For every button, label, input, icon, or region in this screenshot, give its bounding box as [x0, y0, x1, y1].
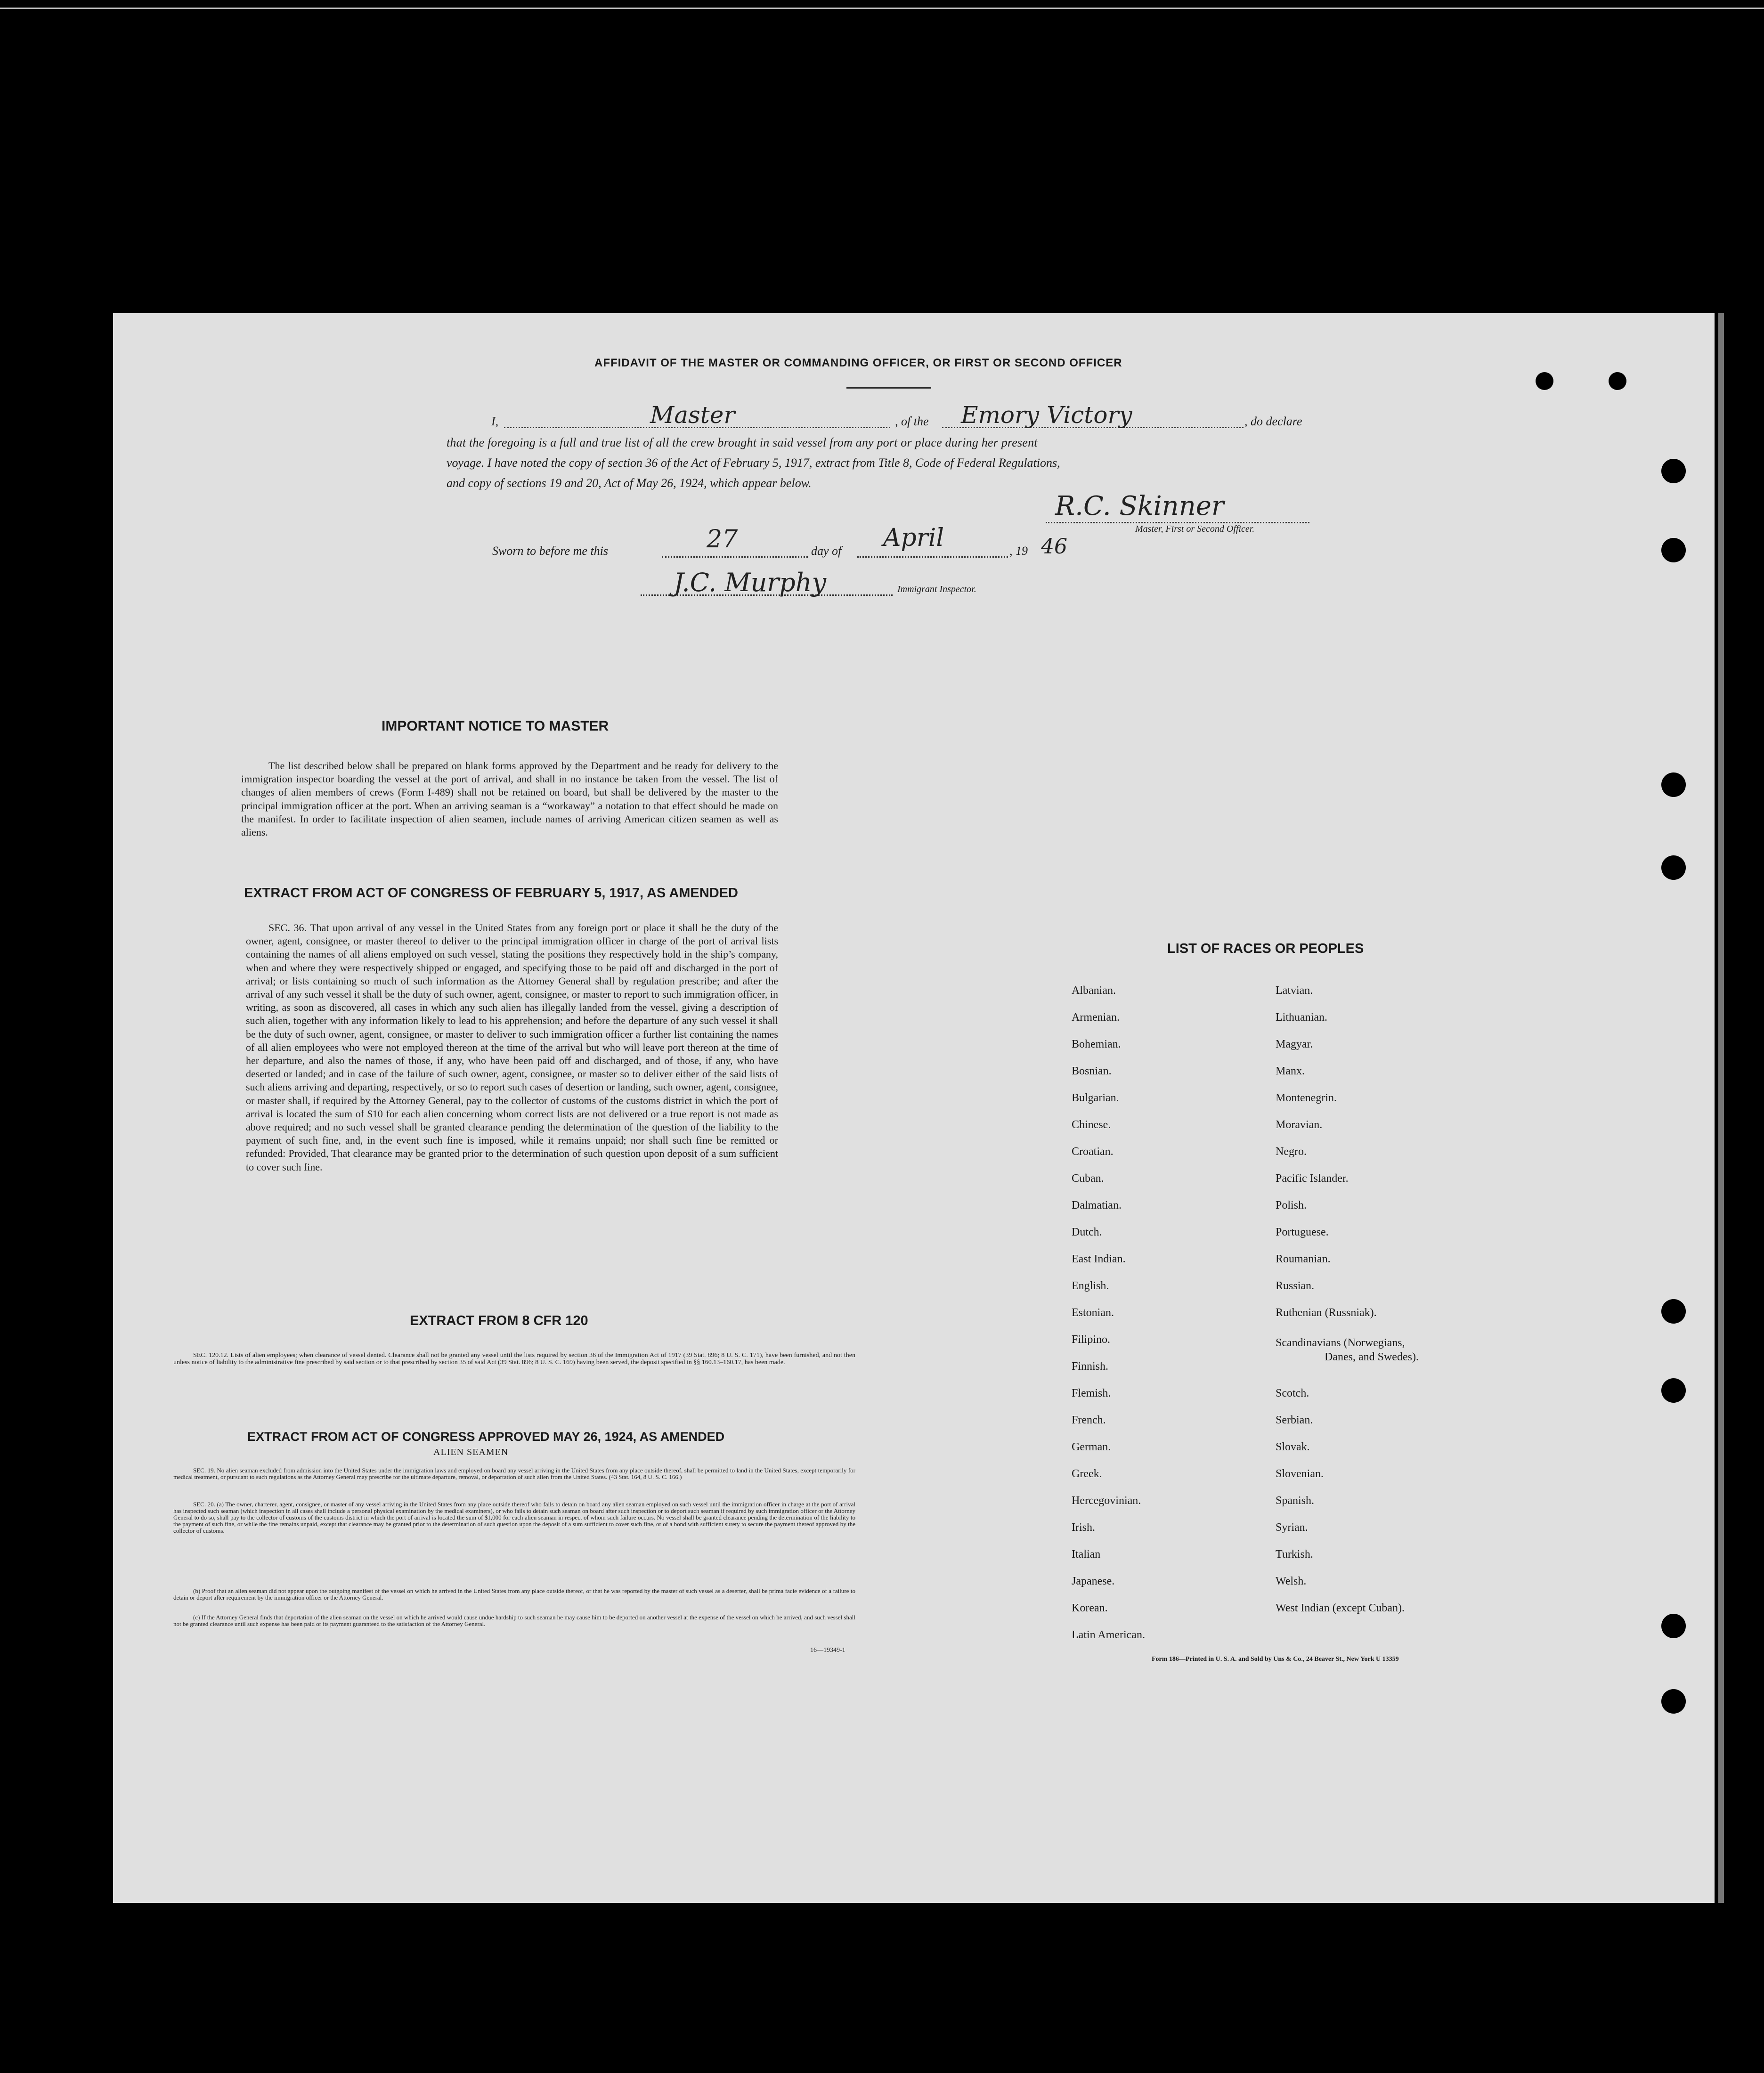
race-item: Estonian. [1072, 1307, 1114, 1319]
month-line [857, 556, 1008, 558]
race-item: Roumanian. [1276, 1253, 1331, 1265]
race-item: Scandinavians (Norwegians, [1276, 1337, 1405, 1349]
punch-hole [1661, 1299, 1686, 1324]
affidavit-line-4: and copy of sections 19 and 20, Act of May 26, 1924, which appear below. [447, 476, 812, 490]
race-item: Montenegrin. [1276, 1092, 1337, 1104]
extract-1917-body: SEC. 36. That upon arrival of any vessel in the United States from any foreign port or place it shall be the duty of the owner, agent, consignee, or master thereof to deliver to the principal immigration officer in charge of the port of arrival lists containing the names of all aliens employed on such vessel, stating the positions they respectively hold in the ship’s company, when and where they were respectively shipped or engaged, and specifying those to be paid off and discharged in the port of arrival; or lists containing so much of such information as the Attorney General shall by regulation prescribe; and after the arrival of any such vessel it shall be the duty of such owner, agent, consignee, or master to report to such immigration officer, in writing, as soon as discovered, all cases in which any such alien has illegally landed from the vessel, giving a description of such alien, together with any information likely to lead to his apprehension; and before the departure of any such vessel it shall be the duty of such owner, agent, consignee, or master to deliver to such immigration officer a further list containing the names of all alien employees who were not employed thereon at the time of the arrival but who will leave port thereon at the time of her departure, and also the names of those, if any, who have been paid off and discharged, and of those, if any, who have deserted or landed; and in case of the failure of such owner, agent, consignee, or master so to deliver either of the said lists of such aliens arriving and departing, respectively, or so to report such cases of desertion or landing, such owner, agent, consignee, or master shall, if required by the Attorney General, pay to the collector of customs of the customs district in which the port of arrival is located the sum of $10 for each alien concerning whom correct lists are not delivered or a true report is not made as above required; and no such vessel shall be granted clearance pending the determination of the question of the liability to the payment of such fine, and, in the event such fine is imposed, while it remains unpaid; nor shall such fine be remitted or refunded: Provided, That clearance may be granted prior to the determination of such question upon deposit of a sum sufficient to cover such fine. [246, 922, 778, 1173]
races-heading: LIST OF RACES OR PEOPLES [1167, 941, 1364, 956]
officer-caption: Master, First or Second Officer. [1135, 524, 1255, 534]
race-item: Armenian. [1072, 1011, 1120, 1024]
race-item: Japanese. [1072, 1575, 1115, 1587]
punch-hole [1661, 538, 1686, 562]
race-item: Serbian. [1276, 1414, 1313, 1426]
punch-hole [1609, 372, 1626, 390]
year-handwritten: 46 [1041, 535, 1067, 559]
affidavit-do-declare: , do declare [1244, 415, 1302, 428]
race-item: Welsh. [1276, 1575, 1307, 1587]
race-item: Bohemian. [1072, 1038, 1121, 1050]
race-item: Negro. [1276, 1146, 1307, 1158]
affidavit-line-2: that the foregoing is a full and true list of all the crew brought in said vessel from any port or place during her present [447, 436, 1038, 449]
extract-1917-heading: EXTRACT FROM ACT OF CONGRESS OF FEBRUARY 5, 1917, AS AMENDED [244, 886, 738, 901]
notice-body: The list described below shall be prepared on blank forms approved by the Department and be ready for delivery to the immigration inspector boarding the vessel at the port of arrival, and shall in no instance be taken from the vessel. The list of changes of alien members of crews (Form I-489) shall not be retained on board, but shall be delivered by the master to the principal immigration officer at the port. When an arriving seaman is a “workaway” a notation to that effect should be made on the manifest. In order to facilitate inspection of alien seamen, include names of arriving American citizen seamen as well as aliens. [241, 760, 778, 838]
race-item: Lithuanian. [1276, 1011, 1327, 1024]
race-item: Slovak. [1276, 1441, 1310, 1453]
race-item: Dalmatian. [1072, 1199, 1122, 1211]
punch-hole [1536, 372, 1553, 390]
race-item: Latvian. [1276, 984, 1313, 997]
punch-hole [1661, 459, 1686, 483]
extract-1924-sec20: SEC. 20. (a) The owner, charterer, agent, consignee, or master of any vessel arriving in the United States from any place outside thereof who fails to detain on board any alien seaman employed on such vessel until the immigration officer in charge at the port of arrival has inspected such seaman (which inspection in all cases shall include a personal physical examination by the medical examiners), or who fails to detain such seaman on board after such inspection or to deport such seaman if required by such immigration officer or the Attorney General to do so, shall pay to the collector of customs of the customs district in which the port of arrival is located the sum of $1,000 for each alien seaman in respect of whom such failure occurs. No vessel shall be granted clearance pending the determination of the liability to the payment of such fine, or while the fine remains unpaid, except that clearance may be granted prior to the determination of such question upon the deposit of a sum sufficient to cover such fine, or of a bond with sufficient surety to secure the payment thereof approved by the collector of customs. [173, 1501, 855, 1534]
race-item: Polish. [1276, 1199, 1307, 1211]
affidavit-of-the: , of the [895, 415, 929, 428]
scan-top-border [0, 8, 1764, 9]
race-item: Filipino. [1072, 1333, 1111, 1346]
extract-1924-sec19: SEC. 19. No alien seaman excluded from admission into the United States under the immigration laws and employed on board any vessel arriving in the United States from any place outside thereof, shall be permitted to land in the United States, except temporarily for medical treatment, or pursuant to such regulations as the Attorney General may prescribe for the ultimate departure, removal, or deportation of such alien from the United States. (43 Stat. 164, 8 U. S. C. 166.) [173, 1467, 855, 1480]
extract-1924-sec20b: (b) Proof that an alien seaman did not appear upon the outgoing manifest of the vessel on which he arrived in the United States from any place outside thereof, or that he was reported by the master of such vessel as a deserter, shall be prima facie evidence of a failure to detain or deport after requirement by the immigration officer or the Attorney General. [173, 1587, 855, 1601]
race-item: Russian. [1276, 1280, 1315, 1292]
race-item: Italian [1072, 1548, 1101, 1561]
affidavit-i-label: I, [491, 415, 499, 428]
race-item: Portuguese. [1276, 1226, 1329, 1238]
year-prefix: , 19 [1009, 544, 1028, 558]
race-item: Slovenian. [1276, 1468, 1324, 1480]
print-code: 16—19349-1 [810, 1647, 845, 1654]
vessel-handwritten: Emory Victory [961, 401, 1132, 429]
notice-heading: IMPORTANT NOTICE TO MASTER [382, 718, 609, 734]
race-item: Cuban. [1072, 1172, 1104, 1185]
extract-1924-subheading: ALIEN SEAMEN [433, 1447, 509, 1457]
race-item: Scotch. [1276, 1387, 1309, 1399]
race-item: Chinese. [1072, 1119, 1111, 1131]
day-of-label: day of [811, 544, 842, 558]
officer-signature-line [1046, 522, 1309, 523]
day-handwritten: 27 [707, 525, 738, 553]
punch-hole [1661, 1689, 1686, 1714]
race-item: Turkish. [1276, 1548, 1313, 1561]
race-item: Flemish. [1072, 1387, 1111, 1399]
race-item: Moravian. [1276, 1119, 1323, 1131]
race-item: Magyar. [1276, 1038, 1313, 1050]
race-item: West Indian (except Cuban). [1276, 1602, 1405, 1614]
race-item: Ruthenian (Russniak). [1276, 1307, 1377, 1319]
page-edge-shadow [1718, 313, 1724, 1903]
inspector-caption: Immigrant Inspector. [897, 584, 976, 594]
race-item: Hercegovinian. [1072, 1495, 1141, 1507]
race-item: Syrian. [1276, 1521, 1308, 1534]
race-item: Korean. [1072, 1602, 1108, 1614]
month-handwritten: April [883, 524, 944, 552]
affidavit-title: AFFIDAVIT OF THE MASTER OR COMMANDING OFFICER, OR FIRST OR SECOND OFFICER [594, 357, 1122, 369]
race-item: Finnish. [1072, 1360, 1109, 1373]
cfr-body: SEC. 120.12. Lists of alien employees; when clearance of vessel denied. Clearance shall not be granted any vessel until the lists required by section 36 of the Immigration Act of 1917 (39 Stat. 896; 8 U. S. C. 171), have been furnished, and not then unless notice of liability to the administrative fine prescribed by said section or to that prescribed by section 35 of said Act (39 Stat. 896; 8 U. S. C. 169) having been served, the deposit specified in §§ 160.13–160.17, has been made. [173, 1352, 855, 1366]
affidavit-line-3: voyage. I have noted the copy of section 36 of the Act of February 5, 1917, extract from Title 8, Code of Federal Regulations, [447, 456, 1060, 470]
form-note: Form 186—Printed in U. S. A. and Sold by Uns & Co., 24 Beaver St., New York U 13359 [1152, 1656, 1399, 1663]
sworn-text: Sworn to before me this [492, 544, 609, 558]
race-item: Danes, and Swedes). [1325, 1351, 1419, 1363]
race-item: East Indian. [1072, 1253, 1126, 1265]
race-item: Bulgarian. [1072, 1092, 1119, 1104]
race-item: Greek. [1072, 1468, 1102, 1480]
officer-signature: R.C. Skinner [1055, 491, 1224, 521]
race-item: English. [1072, 1280, 1109, 1292]
race-item: Manx. [1276, 1065, 1305, 1077]
rank-handwritten: Master [650, 401, 735, 429]
day-line [662, 556, 808, 558]
race-item: Irish. [1072, 1521, 1095, 1534]
extract-1924-heading: EXTRACT FROM ACT OF CONGRESS APPROVED MAY 26, 1924, AS AMENDED [247, 1430, 725, 1444]
punch-hole [1661, 772, 1686, 797]
race-item: Croatian. [1072, 1146, 1114, 1158]
race-item: Dutch. [1072, 1226, 1102, 1238]
race-item: French. [1072, 1414, 1106, 1426]
affidavit-divider [846, 387, 931, 389]
race-item: Pacific Islander. [1276, 1172, 1349, 1185]
race-item: Albanian. [1072, 984, 1116, 997]
race-item: Spanish. [1276, 1495, 1315, 1507]
punch-hole [1661, 855, 1686, 880]
inspector-signature: J.C. Murphy [674, 568, 827, 597]
punch-hole [1661, 1614, 1686, 1638]
extract-1924-sec20c: (c) If the Attorney General finds that deportation of the alien seaman on the vessel on which he arrived would cause undue hardship to such seaman he may cause him to be deported on another vessel at the expense of the vessel on which he arrived, and such vessel shall not be granted clearance until such expense has been paid or its payment guaranteed to the satisfaction of the Attorney General. [173, 1614, 855, 1627]
punch-hole [1661, 1378, 1686, 1403]
race-item: Latin American. [1072, 1629, 1145, 1641]
race-item: German. [1072, 1441, 1111, 1453]
cfr-heading: EXTRACT FROM 8 CFR 120 [410, 1313, 588, 1328]
race-item: Bosnian. [1072, 1065, 1112, 1077]
